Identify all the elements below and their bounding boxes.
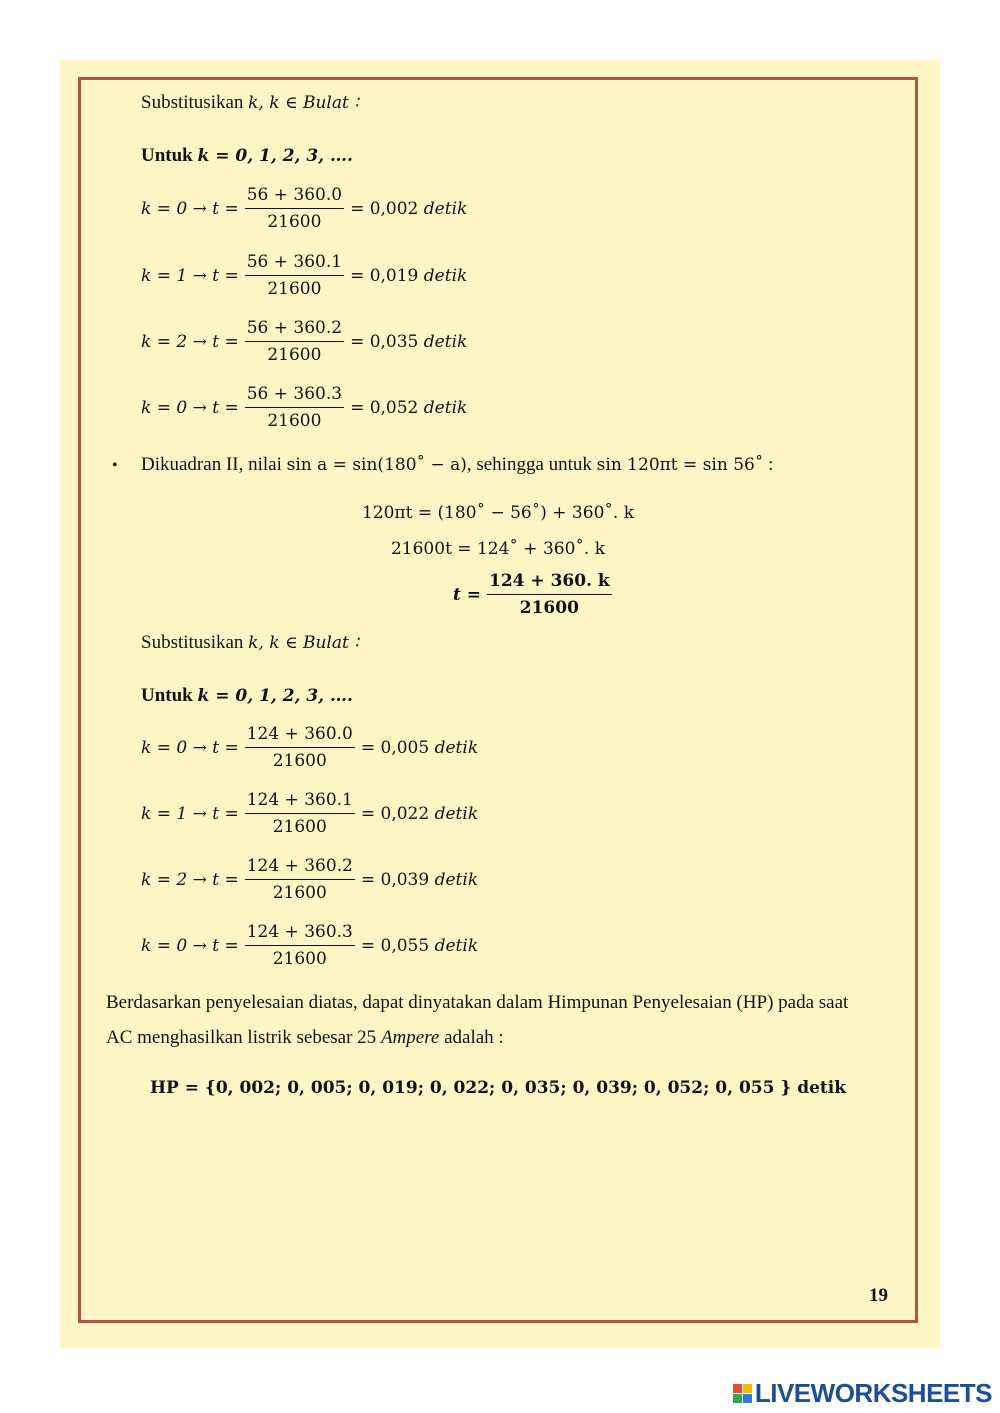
- numerator: 124 + 360.1: [245, 790, 355, 814]
- conclusion-line-1: Berdasarkan penyelesaian diatas, dapat dinyatakan dalam Himpunan Penyelesaian (HP) pada saat: [106, 992, 849, 1013]
- equation-lhs: k = 0 → t =: [141, 935, 239, 956]
- conclusion-line-2: [106, 1027, 504, 1049]
- bullet-icon: •: [112, 457, 118, 474]
- hp-result: HP = {0, 002; 0, 005; 0, 019; 0, 022; 0, 035; 0, 039; 0, 052; 0, 055 } detik: [150, 1078, 846, 1098]
- bullet-math: sin 120πt = sin 56˚: [596, 455, 764, 475]
- liveworksheets-logo: [733, 1378, 992, 1409]
- fraction: [245, 856, 355, 903]
- equation-result: = 0,005: [360, 737, 430, 758]
- untuk-math: k = 0, 1, 2, 3, ….: [197, 686, 353, 706]
- equation-result: = 0,039: [360, 869, 430, 890]
- equation-row: [141, 384, 467, 431]
- denominator: 21600: [519, 598, 579, 618]
- fraction: [245, 922, 355, 969]
- unit: detik: [434, 935, 479, 956]
- t-formula: [453, 571, 618, 618]
- conclusion-italic: Ampere: [380, 1027, 440, 1048]
- denominator: 21600: [272, 817, 327, 837]
- equation-lhs: k = 2 → t =: [141, 869, 239, 890]
- equation-lhs: k = 0 → t =: [141, 198, 239, 219]
- unit: detik: [423, 331, 468, 352]
- bullet-text-part: Dikuadran II, nilai: [141, 454, 287, 475]
- equation-row: [141, 318, 467, 365]
- untuk-line-2: [141, 685, 353, 707]
- substitution-line-2: [141, 632, 359, 654]
- fraction: [245, 252, 344, 299]
- equation-lhs: k = 1 → t =: [141, 265, 239, 286]
- unit: detik: [423, 198, 468, 219]
- unit: detik: [434, 869, 479, 890]
- fraction: [245, 790, 355, 837]
- fraction: [245, 724, 355, 771]
- untuk-math: k = 0, 1, 2, 3, ….: [197, 146, 353, 166]
- denominator: 21600: [267, 345, 322, 365]
- unit: detik: [434, 737, 479, 758]
- equation-row: [141, 252, 467, 299]
- substitution-line-1: [141, 92, 359, 114]
- denominator: 21600: [267, 279, 322, 299]
- equation-lhs: k = 0 → t =: [141, 737, 239, 758]
- bullet-math: sin a = sin(180˚ − a): [286, 455, 467, 475]
- logo-icon: [733, 1384, 752, 1403]
- equation-row: [141, 724, 478, 771]
- bullet-text: [141, 454, 773, 476]
- page-number: 19: [869, 1285, 888, 1306]
- equation-result: = 0,022: [360, 803, 430, 824]
- fraction: [245, 384, 344, 431]
- equation-result: = 0,019: [350, 265, 419, 286]
- fraction: [245, 318, 344, 365]
- untuk-label: Untuk: [141, 145, 198, 166]
- numerator: 56 + 360.1: [245, 252, 344, 276]
- denominator: 21600: [272, 883, 327, 903]
- equation-result: = 0,052: [350, 397, 419, 418]
- equation-row: [141, 185, 467, 232]
- numerator: 124 + 360. k: [487, 571, 612, 595]
- substitution-math: k, k ∈ Bulat ∶: [248, 93, 359, 113]
- equation-lhs: k = 2 → t =: [141, 331, 239, 352]
- numerator: 124 + 360.0: [245, 724, 355, 748]
- t-fraction: [487, 571, 612, 618]
- unit: detik: [423, 265, 468, 286]
- equation-lhs: k = 1 → t =: [141, 803, 239, 824]
- equation-lhs: k = 0 → t =: [141, 397, 239, 418]
- numerator: 124 + 360.3: [245, 922, 355, 946]
- numerator: 56 + 360.3: [245, 384, 344, 408]
- numerator: 124 + 360.2: [245, 856, 355, 880]
- denominator: 21600: [267, 212, 322, 232]
- equation-row: [141, 922, 478, 969]
- equation-result: = 0,055: [360, 935, 430, 956]
- derivation-line-1: 120πt = (180˚ − 56˚) + 360˚. k: [361, 503, 634, 523]
- equation-row: [141, 790, 478, 837]
- conclusion-text: AC menghasilkan listrik sebesar 25: [106, 1027, 381, 1048]
- untuk-label: Untuk: [141, 685, 198, 706]
- numerator: 56 + 360.2: [245, 318, 344, 342]
- denominator: 21600: [272, 751, 327, 771]
- unit: detik: [423, 397, 468, 418]
- equation-row: [141, 856, 478, 903]
- unit: detik: [434, 803, 479, 824]
- untuk-line-1: [141, 145, 353, 167]
- equation-result: = 0,035: [350, 331, 419, 352]
- substitution-text: Substitusikan: [141, 92, 249, 113]
- fraction: [245, 185, 344, 232]
- substitution-math: k, k ∈ Bulat ∶: [248, 633, 359, 653]
- conclusion-text: adalah :: [439, 1027, 504, 1048]
- bullet-text-part: , sehingga untuk: [466, 454, 597, 475]
- derivation-line-2: 21600t = 124˚ + 360˚. k: [390, 539, 606, 559]
- substitution-text: Substitusikan: [141, 632, 249, 653]
- equation-result: = 0,002: [350, 198, 419, 219]
- t-lhs: t =: [453, 584, 482, 605]
- denominator: 21600: [272, 949, 327, 969]
- logo-text: LIVEWORKSHEETS: [754, 1378, 992, 1408]
- numerator: 56 + 360.0: [245, 185, 344, 209]
- denominator: 21600: [267, 411, 322, 431]
- bullet-text-part: :: [763, 454, 774, 475]
